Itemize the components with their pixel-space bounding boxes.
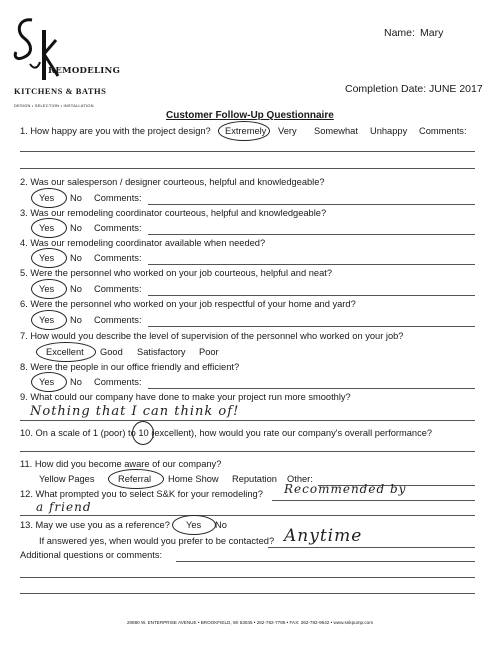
- name-label: Name:: [384, 27, 415, 39]
- q5-selection-circle: [31, 279, 67, 299]
- q13-question: 13. May we use you as a reference?: [20, 520, 170, 530]
- q13-answer-line: [268, 547, 475, 548]
- completion-date-label: Completion Date:: [345, 83, 427, 95]
- q3-no: No: [70, 223, 82, 233]
- additional-comments-label: Additional questions or comments:: [20, 550, 163, 560]
- q13-followup-question: If answered yes, when would you prefer to be contacted?: [39, 536, 275, 546]
- q3-question: 3. Was our remodeling coordinator courteous, helpful and knowledgeable?: [20, 208, 327, 218]
- q6-selection-circle: [31, 310, 67, 330]
- q1-option-unhappy: Unhappy: [370, 126, 408, 136]
- q11-option-reputation: Reputation: [232, 474, 277, 484]
- q1-option-very: Very: [278, 126, 297, 136]
- q8-selection-circle: [31, 372, 67, 392]
- name-value: Mary: [420, 27, 444, 39]
- q3-comments-label: Comments:: [94, 223, 142, 233]
- q11-option-yellow-pages: Yellow Pages: [39, 474, 95, 484]
- q11-option-other: Other:: [287, 474, 313, 484]
- additional-comments-line: [20, 593, 475, 594]
- q13-selection-circle: [172, 515, 216, 535]
- q7-option-poor: Poor: [199, 347, 219, 357]
- logo-kitchens-baths: KITCHENS & BATHS: [14, 86, 107, 96]
- q6-no: No: [70, 315, 82, 325]
- q4-no: No: [70, 253, 82, 263]
- q9-answer-line: [20, 420, 475, 421]
- q5-comment-line: [148, 295, 475, 296]
- q10-answer-line: [20, 451, 475, 452]
- q1-comments-label: Comments:: [419, 126, 467, 136]
- q6-question: 6. Were the personnel who worked on your job respectful of your home and yard?: [20, 299, 356, 309]
- q13-no: No: [215, 520, 227, 530]
- q11-question: 11. How did you become aware of our company?: [20, 459, 222, 469]
- company-logo: [10, 14, 110, 96]
- form-title: Customer Follow-Up Questionnaire: [166, 110, 334, 121]
- q7-option-excellent: Excellent: [46, 347, 84, 357]
- q4-question: 4. Was our remodeling coordinator available when needed?: [20, 238, 266, 248]
- q1-comment-line: [20, 151, 475, 152]
- q13-yes: Yes: [186, 520, 202, 530]
- q12-handwritten-answer-2: a friend: [36, 500, 92, 514]
- q7-option-good: Good: [100, 347, 123, 357]
- q2-yes: Yes: [39, 193, 55, 203]
- q7-option-satisfactory: Satisfactory: [137, 347, 186, 357]
- q2-selection-circle: [31, 188, 67, 208]
- q9-handwritten-answer: Nothing that I can think of!: [30, 404, 240, 419]
- q4-yes: Yes: [39, 253, 55, 263]
- q4-comment-line: [148, 264, 475, 265]
- q1-option-extremely: Extremely: [225, 126, 267, 136]
- q5-no: No: [70, 284, 82, 294]
- q11-selection-circle: [108, 469, 164, 489]
- q6-comments-label: Comments:: [94, 315, 142, 325]
- q8-comments-label: Comments:: [94, 377, 142, 387]
- q3-comment-line: [148, 234, 475, 235]
- q4-selection-circle: [31, 248, 67, 268]
- q2-question: 2. Was our salesperson / designer courteous, helpful and knowledgeable?: [20, 177, 325, 187]
- additional-comments-line: [176, 561, 475, 562]
- q10-question: 10. On a scale of 1 (poor) to 10 (excellent), how would you rate our company's overall performance?: [20, 428, 433, 438]
- completion-date-value: JUNE 2017: [429, 83, 483, 95]
- q1-question: 1. How happy are you with the project design?: [20, 126, 211, 136]
- q6-comment-line: [148, 326, 475, 327]
- q5-comments-label: Comments:: [94, 284, 142, 294]
- q4-comments-label: Comments:: [94, 253, 142, 263]
- q7-question: 7. How would you describe the level of supervision of the personnel who worked on your job?: [20, 331, 404, 341]
- q2-comments-label: Comments:: [94, 193, 142, 203]
- q8-comment-line: [148, 388, 475, 389]
- q1-comment-line: [20, 168, 475, 169]
- q5-question: 5. Were the personnel who worked on your job courteous, helpful and neat?: [20, 268, 332, 278]
- q8-question: 8. Were the people in our office friendly and efficient?: [20, 362, 240, 372]
- q8-yes: Yes: [39, 377, 55, 387]
- q10-selection-circle: [132, 421, 154, 445]
- q8-no: No: [70, 377, 82, 387]
- footer-address: 20880 W. ENTERPRISE AVENUE • BROOKFIELD, WI 53045 • 262-782-7785 • FAX: 262-782-9642 • www.snkpump.com: [126, 620, 374, 625]
- q7-selection-circle: [36, 342, 96, 362]
- q3-selection-circle: [31, 218, 67, 238]
- q11-option-home-show: Home Show: [168, 474, 219, 484]
- q12-answer-line: [20, 515, 475, 516]
- q1-option-somewhat: Somewhat: [314, 126, 358, 136]
- q9-question: 9. What could our company have done to make your project run more smoothly?: [20, 392, 351, 402]
- q1-selection-circle: [218, 121, 270, 141]
- q12-handwritten-answer-1: Recommended by: [284, 482, 407, 496]
- q3-yes: Yes: [39, 223, 55, 233]
- q2-comment-line: [148, 204, 475, 205]
- q13-handwritten-answer: Anytime: [284, 526, 363, 546]
- q5-yes: Yes: [39, 284, 55, 294]
- logo-remodeling: REMODELING: [48, 66, 121, 76]
- additional-comments-line: [20, 577, 475, 578]
- q12-question: 12. What prompted you to select S&K for your remodeling?: [20, 489, 263, 499]
- logo-services: DESIGN • SELECTION • INSTALLATION: [14, 103, 94, 108]
- q11-option-referral: Referral: [118, 474, 152, 484]
- q6-yes: Yes: [39, 315, 55, 325]
- q2-no: No: [70, 193, 82, 203]
- q12-answer-line: [272, 500, 475, 501]
